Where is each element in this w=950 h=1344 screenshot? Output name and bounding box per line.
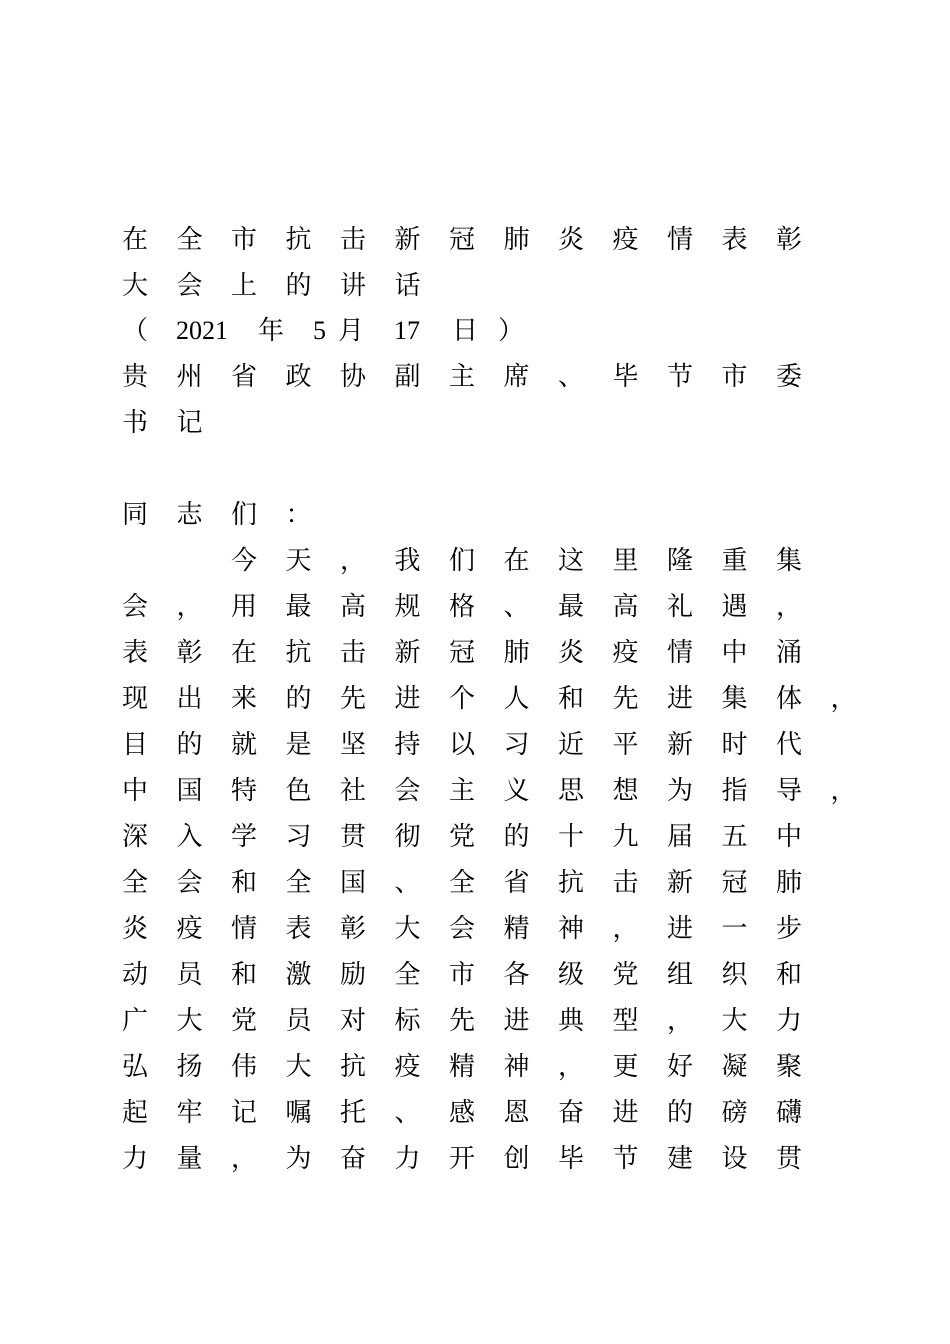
text-char: 织 <box>721 960 748 990</box>
text-char: 击 <box>339 225 366 255</box>
text-char: 聚 <box>775 1052 802 1082</box>
text-char: 奋 <box>339 1144 366 1174</box>
text-char: 、 <box>503 592 530 622</box>
body-line <box>0 1139 950 1179</box>
text-char: 会 <box>176 271 203 301</box>
text-char: 和 <box>230 960 257 990</box>
text-char: 会 <box>448 914 475 944</box>
text-char: 情 <box>666 638 693 668</box>
text-char: 平 <box>612 730 639 760</box>
salutation <box>0 495 950 535</box>
text-char: 疫 <box>612 638 639 668</box>
text-char: ， <box>230 1144 257 1174</box>
text-char: 政 <box>285 362 312 392</box>
text-char: 凝 <box>721 1052 748 1082</box>
date-month: 5 <box>313 316 326 345</box>
text-char: 嘱 <box>285 1098 312 1128</box>
text-char: 在 <box>230 638 257 668</box>
text-char: ， <box>557 1052 584 1082</box>
body-line <box>0 955 950 995</box>
text-char: 主 <box>448 776 475 806</box>
text-char: 型 <box>612 1006 639 1036</box>
text-char: 先 <box>448 1006 475 1036</box>
text-char: 为 <box>666 776 693 806</box>
text-char: ， <box>830 776 857 806</box>
text-char: 组 <box>666 960 693 990</box>
text-char: 表 <box>721 225 748 255</box>
text-char: 党 <box>230 1006 257 1036</box>
text-char: 现 <box>121 684 148 714</box>
text-char: 肺 <box>503 638 530 668</box>
text-char: 中 <box>721 638 748 668</box>
text-char: 节 <box>666 362 693 392</box>
text-char: 重 <box>721 546 748 576</box>
text-char: 涌 <box>775 638 802 668</box>
text-char: 时 <box>721 730 748 760</box>
date-month-unit: 月 <box>338 316 365 345</box>
text-char: 全 <box>394 960 421 990</box>
text-char: 的 <box>285 684 312 714</box>
text-char: 遇 <box>721 592 748 622</box>
text-char: 集 <box>721 684 748 714</box>
text-char: 和 <box>775 960 802 990</box>
text-char: 们 <box>230 500 257 530</box>
text-char: 州 <box>176 362 203 392</box>
text-char: 励 <box>339 960 366 990</box>
text-char: 全 <box>121 868 148 898</box>
text-char: 义 <box>503 776 530 806</box>
text-char: 大 <box>285 1052 312 1082</box>
text-char: 协 <box>339 362 366 392</box>
text-char: 彰 <box>339 914 366 944</box>
date-day: 17 <box>394 316 420 345</box>
text-char: 肺 <box>775 868 802 898</box>
author-line-1 <box>0 357 950 397</box>
text-char: 各 <box>503 960 530 990</box>
text-char: 讲 <box>339 271 366 301</box>
text-char: 好 <box>666 1052 693 1082</box>
text-char: 新 <box>666 730 693 760</box>
text-char: 想 <box>612 776 639 806</box>
text-char: 中 <box>775 822 802 852</box>
text-char: 彻 <box>394 822 421 852</box>
text-char: 神 <box>503 1052 530 1082</box>
text-char: 力 <box>775 1006 802 1036</box>
text-char: 恩 <box>503 1098 530 1128</box>
text-char: 毕 <box>612 362 639 392</box>
text-char: 力 <box>394 1144 421 1174</box>
text-char: 贵 <box>121 362 148 392</box>
text-char: 抗 <box>339 1052 366 1082</box>
text-char: 典 <box>557 1006 584 1036</box>
text-char: 会 <box>121 592 148 622</box>
text-char: 党 <box>612 960 639 990</box>
text-char: 会 <box>394 776 421 806</box>
text-char: 量 <box>176 1144 203 1174</box>
text-char: 五 <box>721 822 748 852</box>
text-char: 里 <box>612 546 639 576</box>
text-char: 神 <box>557 914 584 944</box>
text-char: 是 <box>285 730 312 760</box>
text-char: 全 <box>176 225 203 255</box>
text-char: 的 <box>666 1098 693 1128</box>
text-char: 九 <box>612 822 639 852</box>
text-char: 入 <box>176 822 203 852</box>
text-char: 新 <box>394 638 421 668</box>
text-char: 国 <box>176 776 203 806</box>
text-char: 起 <box>121 1098 148 1128</box>
text-char: 炎 <box>557 638 584 668</box>
text-char: 对 <box>339 1006 366 1036</box>
body-line <box>0 679 950 719</box>
text-char: 磅 <box>721 1098 748 1128</box>
text-char: 标 <box>394 1006 421 1036</box>
text-char: 动 <box>121 960 148 990</box>
text-char: 和 <box>230 868 257 898</box>
text-char: 礴 <box>775 1098 802 1128</box>
text-char: 在 <box>503 546 530 576</box>
text-char: 全 <box>285 868 312 898</box>
text-char: 来 <box>230 684 257 714</box>
text-char: 高 <box>339 592 366 622</box>
body-line <box>0 1001 950 1041</box>
text-char: 力 <box>121 1144 148 1174</box>
text-char: 记 <box>176 408 203 438</box>
text-char: 新 <box>394 225 421 255</box>
date-year-unit: 年 <box>258 316 285 345</box>
text-char: 指 <box>721 776 748 806</box>
text-char: 省 <box>503 868 530 898</box>
text-char: 色 <box>285 776 312 806</box>
text-char: 和 <box>557 684 584 714</box>
body-line <box>0 633 950 673</box>
text-char: 伟 <box>230 1052 257 1082</box>
text-char: 奋 <box>557 1098 584 1128</box>
text-char: ， <box>666 1006 693 1036</box>
body-line <box>0 909 950 949</box>
text-char: 以 <box>448 730 475 760</box>
author-line-2 <box>0 403 950 443</box>
date-year: 2021 <box>176 316 228 345</box>
text-char: 新 <box>666 868 693 898</box>
text-char: 开 <box>448 1144 475 1174</box>
text-char: 进 <box>612 1098 639 1128</box>
text-char: 抗 <box>557 868 584 898</box>
text-char: 表 <box>285 914 312 944</box>
text-char: 贯 <box>775 1144 802 1174</box>
text-char: 全 <box>448 868 475 898</box>
text-char: 持 <box>394 730 421 760</box>
text-char: 牢 <box>176 1098 203 1128</box>
text-char: 规 <box>394 592 421 622</box>
text-char: 精 <box>448 1052 475 1082</box>
text-char: 的 <box>285 271 312 301</box>
text-char: 用 <box>230 592 257 622</box>
text-char: 抗 <box>285 638 312 668</box>
text-char: 个 <box>448 684 475 714</box>
text-char: 记 <box>230 1098 257 1128</box>
text-char: 进 <box>394 684 421 714</box>
text-char: 人 <box>503 684 530 714</box>
text-char: 彰 <box>176 638 203 668</box>
text-char: 为 <box>285 1144 312 1174</box>
text-char: 冠 <box>448 638 475 668</box>
text-char: 贯 <box>339 822 366 852</box>
date-close-paren: ） <box>498 316 525 345</box>
text-char: 、 <box>394 868 421 898</box>
text-char: 步 <box>775 914 802 944</box>
text-char: 员 <box>285 1006 312 1036</box>
text-char: 特 <box>230 776 257 806</box>
text-char: 市 <box>721 362 748 392</box>
text-char: 会 <box>176 868 203 898</box>
text-char: 精 <box>503 914 530 944</box>
text-char: 弘 <box>121 1052 148 1082</box>
text-char: 委 <box>775 362 802 392</box>
text-char: 冠 <box>721 868 748 898</box>
text-char: 同 <box>121 500 148 530</box>
text-char: 党 <box>448 822 475 852</box>
text-char: 今 <box>230 546 257 576</box>
title-line-2 <box>0 266 950 306</box>
text-char: 激 <box>285 960 312 990</box>
text-char: ： <box>285 500 312 530</box>
date-open-paren: （ <box>122 316 149 345</box>
text-char: 副 <box>394 362 421 392</box>
text-char: ， <box>830 684 857 714</box>
text-char: 上 <box>230 271 257 301</box>
text-char: 书 <box>121 408 148 438</box>
text-char: 学 <box>230 822 257 852</box>
text-char: 十 <box>557 822 584 852</box>
text-char: 疫 <box>612 225 639 255</box>
text-char: 届 <box>666 822 693 852</box>
text-char: 出 <box>176 684 203 714</box>
text-char: 击 <box>339 638 366 668</box>
text-char: 我 <box>394 546 421 576</box>
text-char: 表 <box>121 638 148 668</box>
text-char: 礼 <box>666 592 693 622</box>
date-day-unit: 日 <box>452 316 479 345</box>
text-char: 扬 <box>176 1052 203 1082</box>
text-char: 深 <box>121 822 148 852</box>
text-char: 社 <box>339 776 366 806</box>
text-char: 最 <box>557 592 584 622</box>
text-char: 抗 <box>285 225 312 255</box>
text-char: 更 <box>612 1052 639 1082</box>
text-char: 席 <box>503 362 530 392</box>
title-line-1 <box>0 220 950 260</box>
text-char: 建 <box>666 1144 693 1174</box>
text-char: 先 <box>612 684 639 714</box>
text-char: 主 <box>448 362 475 392</box>
text-char: 高 <box>612 592 639 622</box>
text-char: 感 <box>448 1098 475 1128</box>
text-char: 炎 <box>121 914 148 944</box>
body-line <box>0 1093 950 1133</box>
body-line <box>0 725 950 765</box>
text-char: 大 <box>394 914 421 944</box>
body-line <box>0 587 950 627</box>
text-char: ， <box>612 914 639 944</box>
text-char: 省 <box>230 362 257 392</box>
text-char: 广 <box>121 1006 148 1036</box>
body-line <box>0 541 950 581</box>
text-char: 彰 <box>775 225 802 255</box>
body-line <box>0 817 950 857</box>
text-char: 的 <box>176 730 203 760</box>
text-char: 体 <box>775 684 802 714</box>
text-char: 进 <box>666 914 693 944</box>
text-char: 习 <box>503 730 530 760</box>
text-char: 目 <box>121 730 148 760</box>
text-char: 大 <box>121 271 148 301</box>
text-char: ， <box>775 592 802 622</box>
text-char: 格 <box>448 592 475 622</box>
text-char: 击 <box>612 868 639 898</box>
text-char: 、 <box>394 1098 421 1128</box>
text-char: 市 <box>448 960 475 990</box>
text-char: 隆 <box>666 546 693 576</box>
text-char: 托 <box>339 1098 366 1128</box>
text-char: 的 <box>503 822 530 852</box>
text-char: 坚 <box>339 730 366 760</box>
text-char: 毕 <box>557 1144 584 1174</box>
text-char: 进 <box>666 684 693 714</box>
text-char: 冠 <box>448 225 475 255</box>
text-char: 级 <box>557 960 584 990</box>
text-char: 在 <box>121 225 148 255</box>
text-char: 市 <box>230 225 257 255</box>
text-char: 疫 <box>176 914 203 944</box>
body-line <box>0 1047 950 1087</box>
text-char: 节 <box>612 1144 639 1174</box>
text-char: 志 <box>176 500 203 530</box>
body-line <box>0 863 950 903</box>
text-char: 这 <box>557 546 584 576</box>
text-char: 思 <box>557 776 584 806</box>
text-char: 情 <box>230 914 257 944</box>
text-char: 疫 <box>394 1052 421 1082</box>
text-char: 集 <box>775 546 802 576</box>
text-char: 天 <box>285 546 312 576</box>
text-char: 一 <box>721 914 748 944</box>
text-char: 中 <box>121 776 148 806</box>
text-char: ， <box>339 546 366 576</box>
text-char: 炎 <box>557 225 584 255</box>
text-char: 肺 <box>503 225 530 255</box>
text-char: 导 <box>775 776 802 806</box>
text-char: 就 <box>230 730 257 760</box>
text-char: 员 <box>176 960 203 990</box>
text-char: 创 <box>503 1144 530 1174</box>
text-char: 、 <box>557 362 584 392</box>
text-char: 近 <box>557 730 584 760</box>
text-char: 设 <box>721 1144 748 1174</box>
text-char: 国 <box>339 868 366 898</box>
text-char: 们 <box>448 546 475 576</box>
text-char: 习 <box>285 822 312 852</box>
body-line <box>0 771 950 811</box>
text-char: 最 <box>285 592 312 622</box>
text-char: 进 <box>503 1006 530 1036</box>
text-char: 情 <box>666 225 693 255</box>
text-char: 先 <box>339 684 366 714</box>
text-char: 大 <box>721 1006 748 1036</box>
text-char: ， <box>176 592 203 622</box>
text-char: 代 <box>775 730 802 760</box>
text-char: 大 <box>176 1006 203 1036</box>
text-char: 话 <box>394 271 421 301</box>
